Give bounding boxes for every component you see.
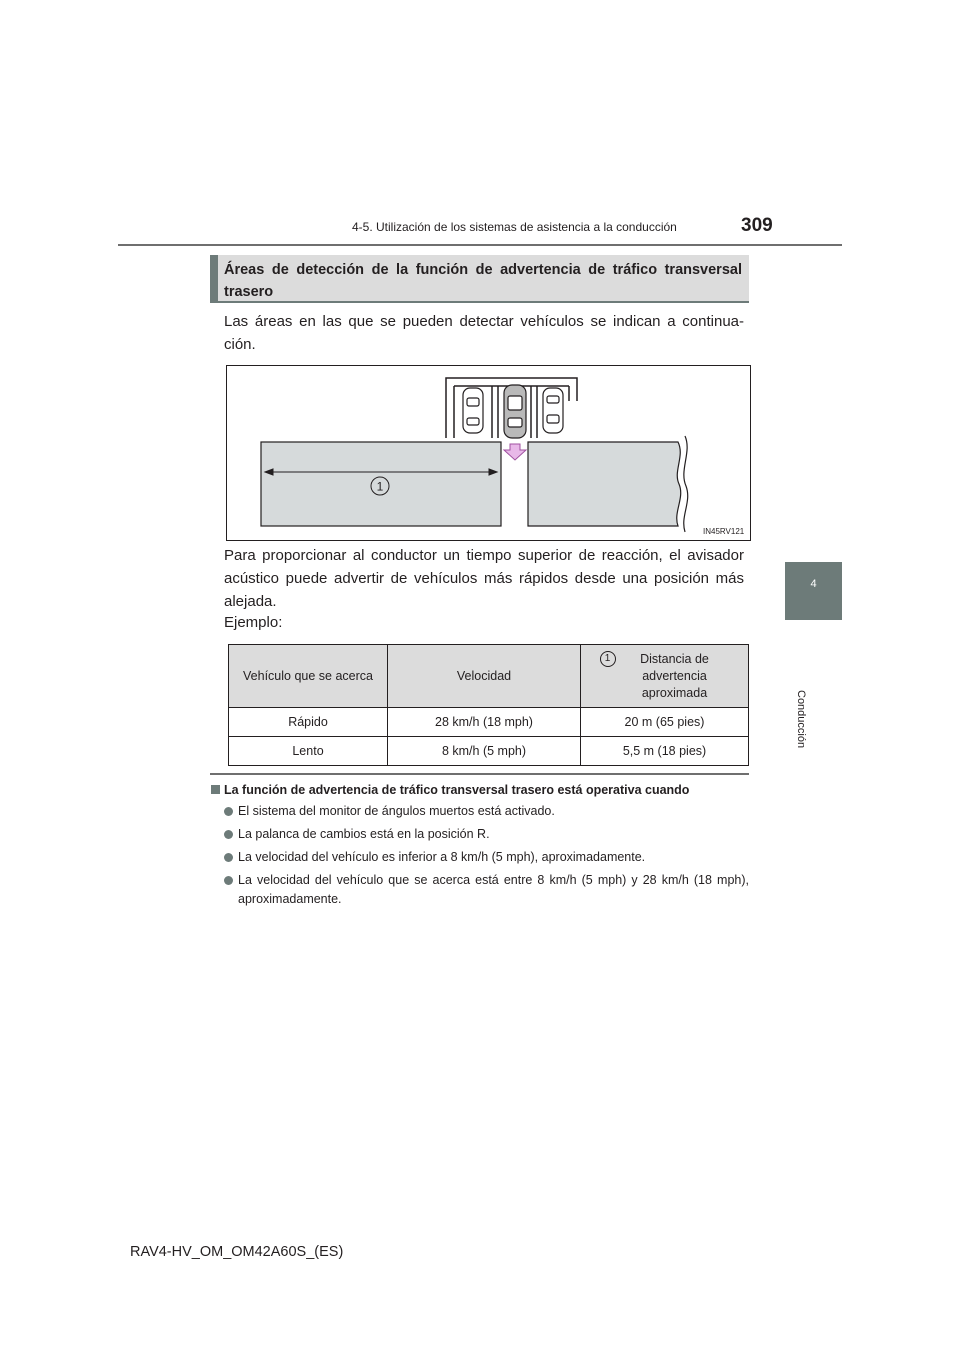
detection-area-figure bbox=[226, 365, 751, 541]
warning-distance-table bbox=[228, 644, 749, 766]
cell-vehicle: Lento bbox=[229, 737, 388, 766]
bullet-icon bbox=[224, 807, 233, 816]
section-header: 4-5. Utilización de los sistemas de asistencia a la conducción bbox=[352, 220, 677, 234]
reverse-arrow-icon bbox=[504, 444, 526, 460]
note-rule bbox=[210, 773, 749, 775]
note-heading-text: La función de advertencia de tráfico transversal trasero está operativa cuando bbox=[224, 783, 690, 797]
list-item-text: El sistema del monitor de ángulos muertos está activado. bbox=[238, 804, 555, 818]
example-label: Ejemplo: bbox=[224, 614, 283, 631]
bullet-icon bbox=[224, 830, 233, 839]
header-approaching-vehicle: Vehículo que se acerca bbox=[229, 645, 388, 708]
page-number: 309 bbox=[741, 215, 773, 236]
callout-badge: 1 bbox=[600, 651, 616, 667]
section-title-bar bbox=[210, 255, 218, 303]
table-row bbox=[229, 737, 749, 766]
list-item-text: La velocidad del vehículo es inferior a 8 km/h (5 mph), aproximadamente. bbox=[238, 850, 646, 864]
list-item-text: La palanca de cambios está en la posición R. bbox=[238, 827, 490, 841]
list-item bbox=[224, 825, 749, 844]
header-warning-distance bbox=[581, 645, 749, 708]
square-bullet-icon bbox=[211, 785, 220, 794]
cell-vehicle: Rápido bbox=[229, 708, 388, 737]
reaction-paragraph: Para proporcionar al conductor un tiempo superior de reacción, el avisador acústico puede advertir de vehículos más rápidos desde una posición más alejada. bbox=[224, 547, 744, 610]
bullet-icon bbox=[224, 853, 233, 862]
list-item bbox=[224, 848, 749, 867]
header-warning-distance-text: Distancia de advertencia aproximada bbox=[640, 651, 709, 700]
reversing-car bbox=[504, 385, 526, 438]
cell-speed: 28 km/h (18 mph) bbox=[388, 708, 581, 737]
cell-distance: 5,5 m (18 pies) bbox=[581, 737, 749, 766]
note-heading bbox=[211, 783, 689, 797]
section-title: Áreas de detección de la función de advertencia de tráfico transversal trasero bbox=[224, 262, 742, 300]
detection-area-right bbox=[528, 442, 681, 526]
chapter-label: Conducción bbox=[795, 690, 807, 749]
table-header-row bbox=[229, 645, 749, 708]
figure-code: IN45RV121 bbox=[703, 527, 745, 536]
list-item bbox=[224, 871, 749, 909]
cell-distance: 20 m (65 pies) bbox=[581, 708, 749, 737]
document-code: RAV4-HV_OM_OM42A60S_(ES) bbox=[130, 1244, 344, 1260]
list-item bbox=[224, 802, 749, 821]
header-speed: Velocidad bbox=[388, 645, 581, 708]
header-rule bbox=[118, 244, 842, 246]
cell-speed: 8 km/h (5 mph) bbox=[388, 737, 581, 766]
intro-paragraph: Las áreas en las que se pueden detectar vehículos se indican a continua-ción. bbox=[224, 313, 744, 353]
list-item-text: La velocidad del vehículo que se acerca está entre 8 km/h (5 mph) y 28 km/h (18 mph), aproximadamente. bbox=[238, 873, 749, 906]
parked-car-left bbox=[463, 388, 483, 433]
detection-area-illustration bbox=[227, 366, 750, 540]
callout-number: 1 bbox=[376, 479, 384, 494]
break-mark bbox=[684, 436, 688, 532]
bullet-icon bbox=[224, 876, 233, 885]
chapter-tab: 4 bbox=[785, 562, 842, 620]
table-row bbox=[229, 708, 749, 737]
parked-car-right bbox=[543, 388, 563, 433]
